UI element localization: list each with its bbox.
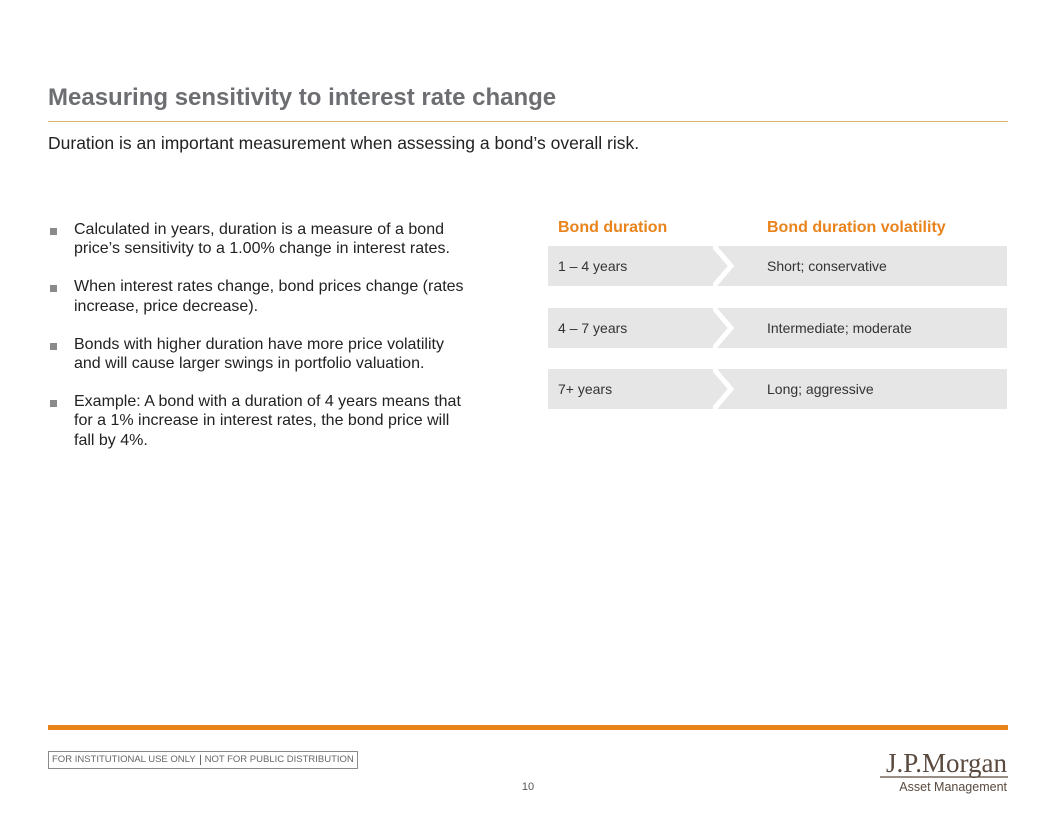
bond-row-3	[548, 369, 1007, 409]
chevron-divider-icon	[713, 308, 743, 348]
bond-volatility-cell: Intermediate; moderate	[767, 320, 912, 336]
bullet-text: When interest rates change, bond prices change (rates increase, price decrease).	[74, 278, 464, 315]
bullet-text: Example: A bond with a duration of 4 years means that for a 1% increase in interest rates, the bond price will fall by 4%.	[74, 393, 461, 449]
title-rule	[48, 121, 1008, 122]
chevron-divider-icon	[713, 369, 743, 409]
bond-duration-cell: 7+ years	[558, 381, 613, 397]
bullet-item	[50, 220, 470, 258]
square-bullet-icon	[50, 400, 57, 407]
slide-subtitle: Duration is an important measurement when assessing a bond’s overall risk.	[48, 133, 640, 153]
logo-wordmark: J.P.Morgan	[885, 748, 1007, 778]
bond-volatility-cell: Long; aggressive	[767, 381, 874, 397]
bullet-item	[50, 335, 470, 373]
disclaimer-separator	[200, 755, 201, 765]
bond-duration-cell: 4 – 7 years	[558, 320, 628, 336]
footer-accent-bar	[48, 725, 1008, 730]
disclaimer-box	[48, 751, 358, 769]
square-bullet-icon	[50, 285, 57, 292]
chevron-divider-icon	[713, 246, 743, 286]
jpmorgan-logo	[880, 746, 1008, 794]
bond-volatility-header: Bond duration volatility	[767, 219, 946, 236]
bond-row-2	[548, 308, 1007, 348]
disclaimer-left: FOR INSTITUTIONAL USE ONLY	[52, 754, 196, 765]
bullet-text: Bonds with higher duration have more price volatility and will cause larger swings in portfolio valuation.	[74, 335, 444, 372]
bond-duration-header: Bond duration	[558, 219, 668, 236]
square-bullet-icon	[50, 228, 57, 235]
bullet-list	[50, 220, 470, 469]
logo-subtitle: Asset Management	[899, 780, 1007, 794]
disclaimer-right: NOT FOR PUBLIC DISTRIBUTION	[204, 754, 354, 765]
bond-duration-cell: 1 – 4 years	[558, 258, 628, 274]
page-number: 10	[521, 781, 535, 793]
bullet-item	[50, 392, 470, 450]
bond-row-1	[548, 246, 1007, 286]
bullet-text: Calculated in years, duration is a measure of a bond price’s sensitivity to a 1.00% change in interest rates.	[74, 221, 450, 258]
square-bullet-icon	[50, 343, 57, 350]
bond-volatility-cell: Short; conservative	[767, 258, 887, 274]
bullet-item	[50, 277, 470, 315]
slide-title: Measuring sensitivity to interest rate change	[48, 84, 557, 111]
